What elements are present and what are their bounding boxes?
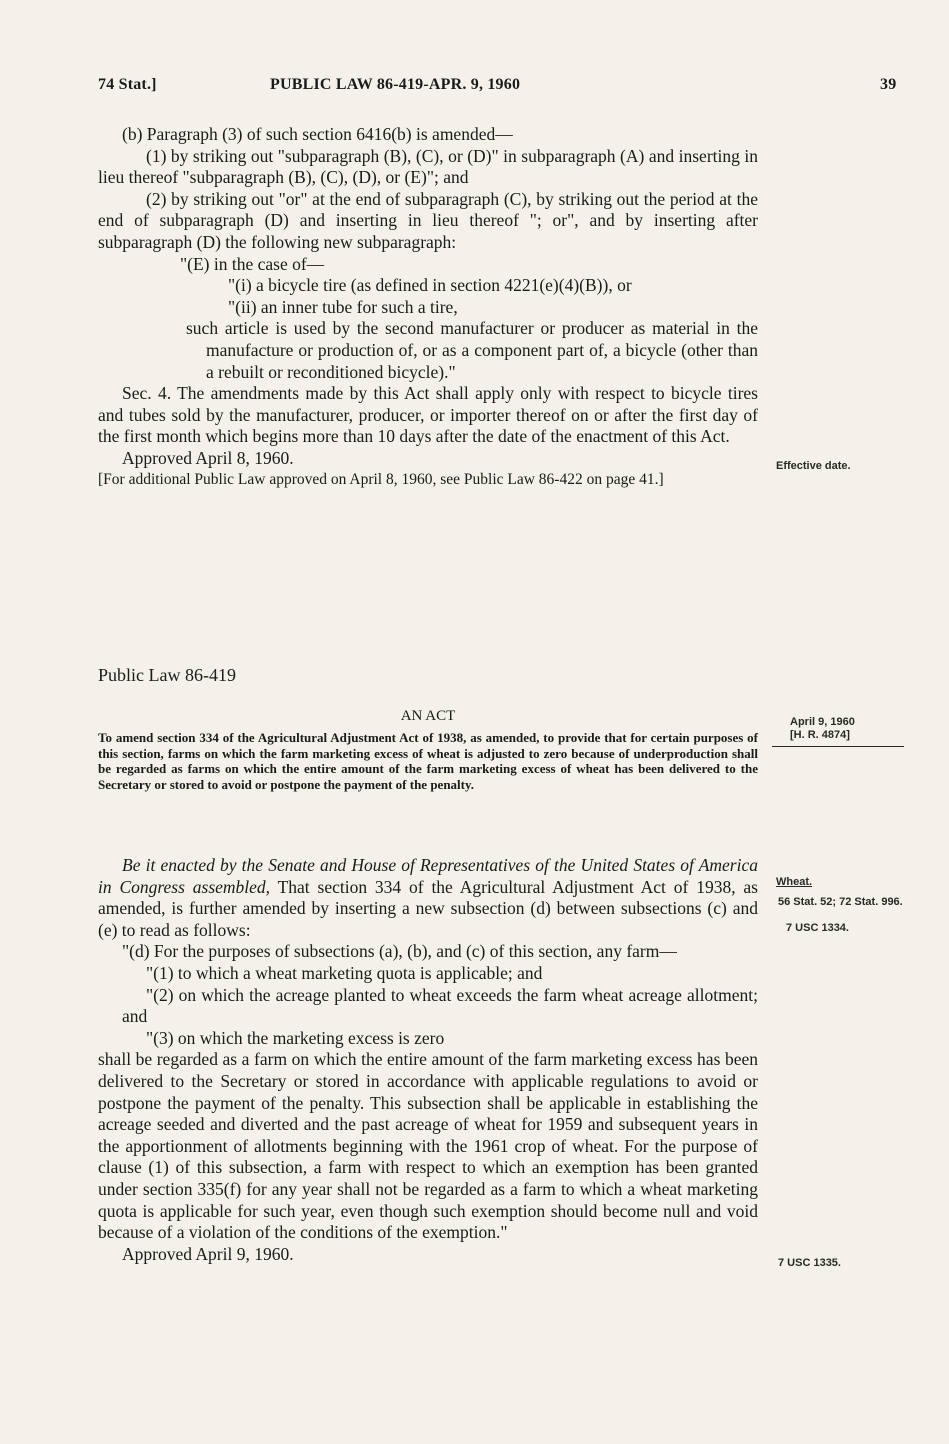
subsection-d-1: "(1) to which a wheat marketing quota is applicable; and: [146, 962, 543, 983]
margin-note-usc-1335: 7 USC 1335.: [778, 1257, 841, 1269]
margin-note-statute-citation: 56 Stat. 52; 72 Stat. 996.: [778, 896, 903, 908]
amendment-item-2: (2) by striking out "or" at the end of subparagraph (C), by striking out the period at the end of subparagraph (D) and inserting in lieu thereof "; or", and by inserting after subparagraph (D) the following new subparagraph:: [98, 188, 758, 252]
enacting-clause: [98, 855, 758, 941]
approved-april-9: Approved April 9, 1960.: [122, 1243, 294, 1264]
enacting-clause-italic: Be it enacted by the Senate and House of Representatives of the United States of America in Congress assembled,: [98, 855, 758, 897]
subsection-d-2: "(2) on which the acreage planted to wheat exceeds the farm wheat acreage allotment; and: [122, 984, 758, 1027]
margin-note-usc-1334: 7 USC 1334.: [786, 922, 849, 934]
margin-note-effective-date: Effective date.: [776, 460, 851, 472]
enacting-clause-rest: That section 334 of the Agricultural Adjustment Act of 1938, as amended, is further amended by inserting a new subsection (d) between subsections (c) and (e) to read as follows:: [98, 876, 758, 940]
subparagraph-e-i: "(i) a bicycle tire (as defined in section 4221(e)(4)(B)), or: [228, 275, 632, 296]
margin-note-bill-number: [H. R. 4874]: [790, 729, 850, 741]
editorial-note: [For additional Public Law approved on April 8, 1960, see Public Law 86-422 on page 41.]: [98, 470, 664, 488]
header-title: PUBLIC LAW 86-419-APR. 9, 1960: [270, 76, 521, 93]
act-purpose: To amend section 334 of the Agricultural Adjustment Act of 1938, as amended, to provide that for certain purposes of this section, farms on which the farm marketing excess of wheat is adjusted to zero because of underproduction shall be regarded as farms on which the entire amount of the farm marketing excess of wheat has been delivered to the Secretary or stored to avoid or postpone the payment of the penalty.: [98, 730, 758, 792]
subparagraph-e-ii: "(ii) an inner tube for such a tire,: [228, 296, 458, 317]
subparagraph-e-close: such article is used by the second manufacturer or producer as material in the manufacture or production of, or as a component part of, a bicycle (other than a rebuilt or reconditioned bicycle).": [186, 318, 758, 382]
paragraph-b: (b) Paragraph (3) of such section 6416(b) is amended—: [122, 124, 513, 144]
subsection-d-closing: shall be regarded as a farm on which the entire amount of the farm marketing excess has been delivered to the Secretary or stored in accordance with applicable regulations to avoid or postpone the payment of the penalty. This subsection shall be applicable in establishing the acreage seeded and diverted and the past acreage of wheat for 1959 and subsequent years in the apportionment of allotments beginning with the 1961 crop of wheat. For the purpose of clause (1) of this subsection, a farm with respect to which an exemption has been granted under section 335(f) for any year shall not be regarded as a farm to which a wheat marketing quota is applicable for such year, even though such exemption should become null and void because of a violation of the conditions of the exemption.": [98, 1049, 758, 1243]
margin-divider: [772, 746, 904, 747]
subparagraph-e-intro: "(E) in the case of—: [180, 253, 325, 274]
margin-note-date: April 9, 1960: [790, 716, 855, 728]
law-body: [98, 855, 758, 1265]
header-volume: 74 Stat.]: [98, 76, 157, 93]
law-title: Public Law 86-419: [98, 665, 236, 685]
top-section: [98, 124, 758, 489]
amendment-item-1: (1) by striking out "subparagraph (B), (C), or (D)" in subparagraph (A) and inserting in lieu thereof "subparagraph (B), (C), (D), or (E)"; and: [98, 145, 758, 188]
section-4: Sec. 4. The amendments made by this Act shall apply only with respect to bicycle tires and tubes sold by the manufacturer, producer, or importer thereof on or after the first day of the first month which begins more than 10 days after the date of the enactment of this Act.: [98, 383, 758, 447]
an-act-heading: AN ACT: [400, 708, 456, 724]
approved-april-8: Approved April 8, 1960.: [122, 447, 294, 468]
subsection-d-intro: "(d) For the purposes of subsections (a), (b), and (c) of this section, any farm—: [122, 941, 677, 962]
subsection-d-3: "(3) on which the marketing excess is zero: [146, 1027, 445, 1048]
margin-note-wheat: Wheat.: [776, 876, 813, 888]
header-page-number: 39: [880, 76, 897, 93]
